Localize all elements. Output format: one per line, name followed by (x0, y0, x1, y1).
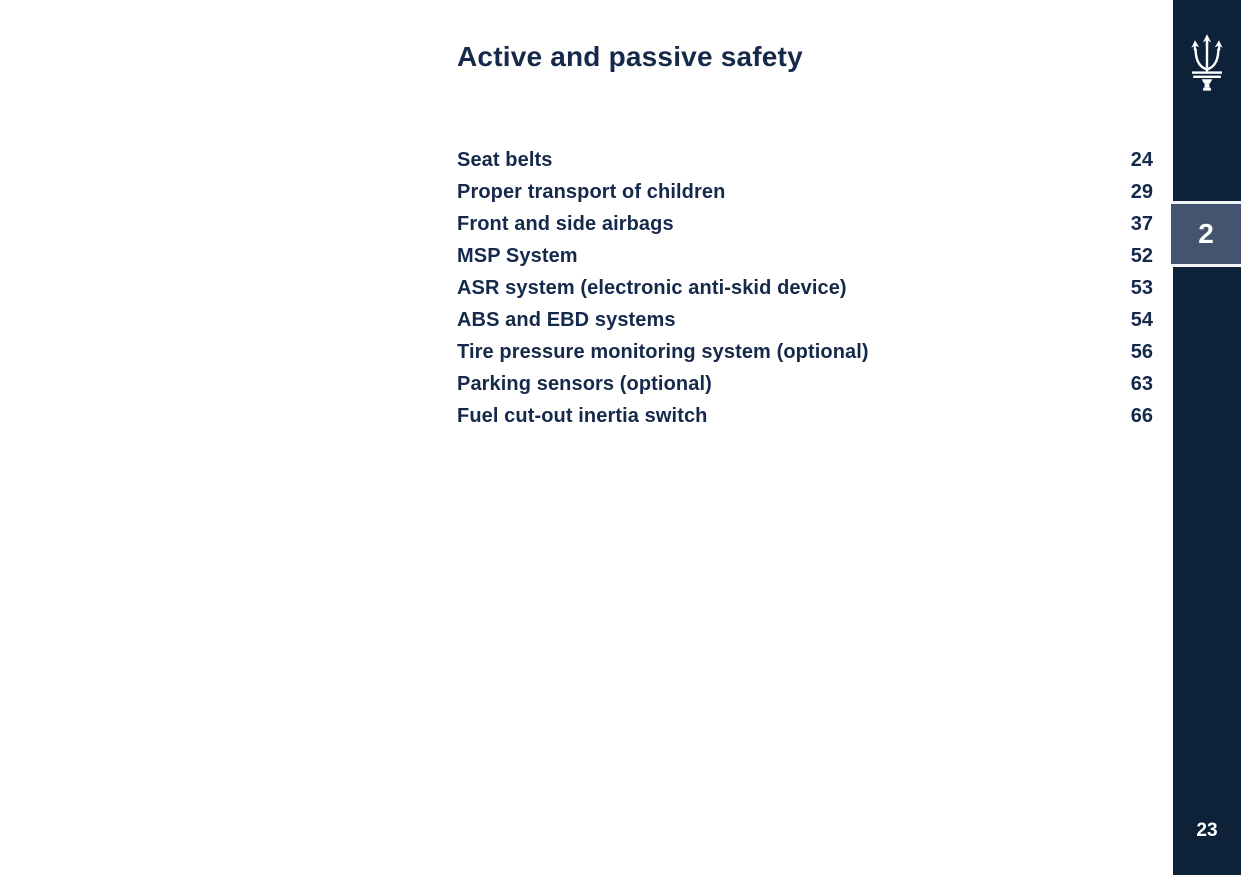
toc-entry-label: Front and side airbags (457, 213, 674, 235)
toc-row (457, 336, 1153, 368)
toc-entry-page: 53 (1130, 277, 1153, 299)
toc-entry-page: 24 (1130, 149, 1153, 171)
toc-entry-label: Parking sensors (optional) (457, 373, 712, 395)
toc-entry-label: MSP System (457, 245, 578, 267)
toc-entry-page: 56 (1130, 341, 1153, 363)
toc-row (457, 368, 1153, 400)
toc-entry-label: ABS and EBD systems (457, 309, 676, 331)
toc-row (457, 176, 1153, 208)
toc-entry-label: Tire pressure monitoring system (optional) (457, 341, 869, 363)
chapter-number: 2 (1198, 218, 1214, 249)
toc-entry-label: Seat belts (457, 149, 553, 171)
toc-entry-page: 52 (1130, 245, 1153, 267)
toc-entry-label: Fuel cut-out inertia switch (457, 405, 708, 427)
toc-row (457, 400, 1153, 432)
toc-entry-label: ASR system (electronic anti-skid device) (457, 277, 847, 299)
toc-entry-page: 54 (1130, 309, 1153, 331)
toc-entry-page: 29 (1130, 181, 1153, 203)
page-number: 23 (1196, 820, 1218, 841)
toc-entry-label: Proper transport of children (457, 181, 726, 203)
page-title: Active and passive safety (457, 41, 803, 72)
toc-row (457, 144, 1153, 176)
toc-entry-page: 63 (1130, 373, 1153, 395)
maserati-trident-icon (1173, 34, 1241, 92)
toc-row (457, 240, 1153, 272)
toc-row (457, 208, 1153, 240)
toc-row (457, 272, 1153, 304)
toc-entry-page: 37 (1130, 213, 1153, 235)
chapter-sidebar (1173, 0, 1241, 875)
table-of-contents (457, 144, 1153, 432)
toc-row (457, 304, 1153, 336)
toc-entry-page: 66 (1130, 405, 1153, 427)
chapter-tab (1171, 201, 1241, 267)
